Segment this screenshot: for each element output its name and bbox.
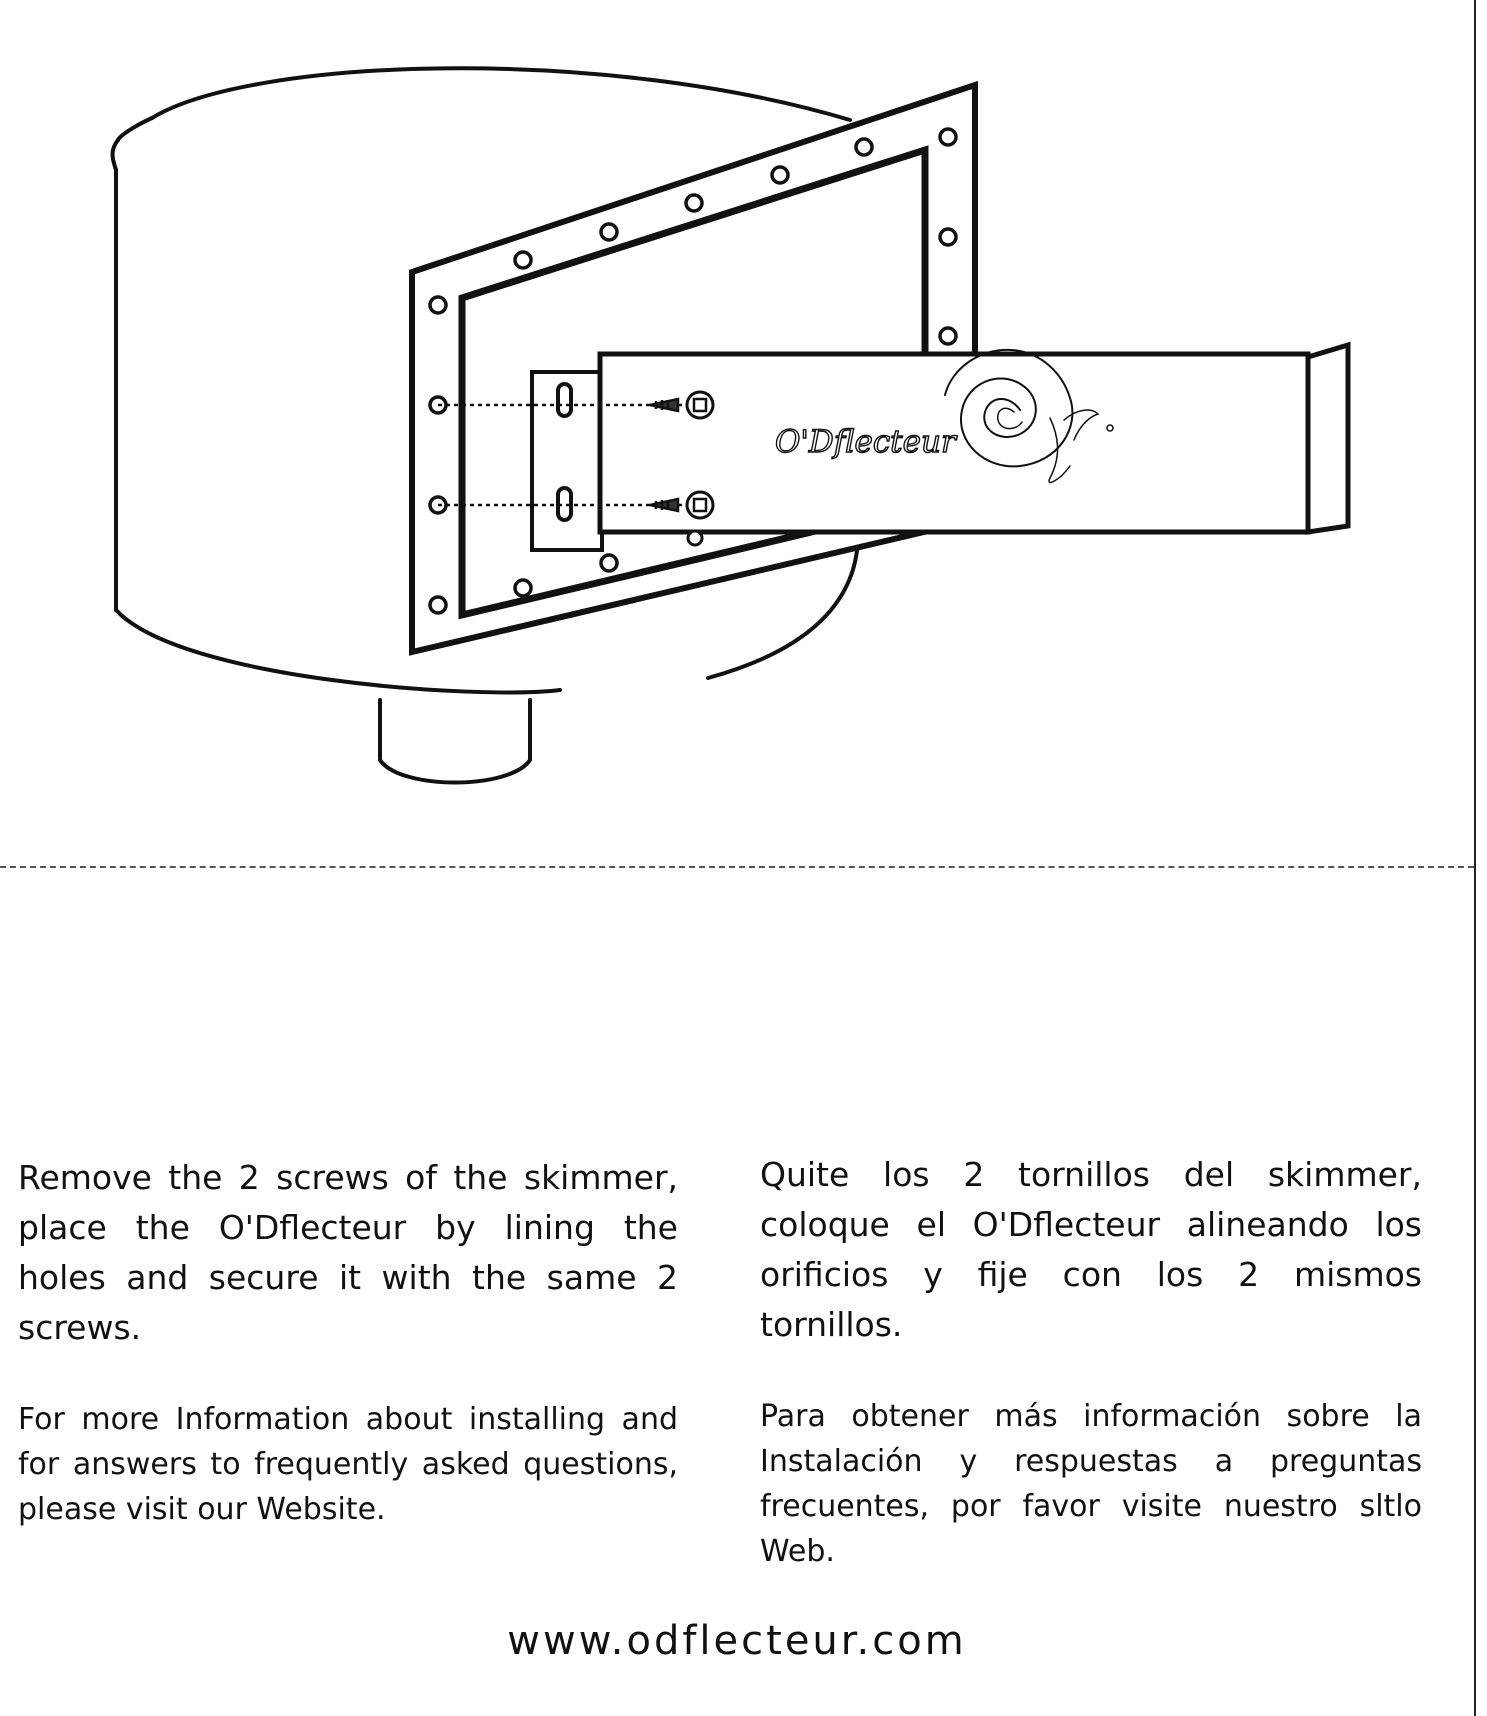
english-instructions: Remove the 2 screws of the skimmer, place the O'Dflecteur by lining the holes and secure it with the same 2 screws. <box>18 1158 678 1347</box>
english-more-info: For more Information about installing and for answers to frequently asked questions, please visit our Website. <box>18 1402 678 1527</box>
spanish-more-info: Para obtener más información sobre la Instalación y respuestas a preguntas frecuentes, por favor visite nuestro sltlo Web. <box>760 1399 1422 1569</box>
website-url: www.odflecteur.com <box>507 1618 967 1664</box>
spanish-instructions: Quite los 2 tornillos del skimmer, coloque el O'Dflecteur alineando los orificios y fije con los 2 mismos tornillos. <box>760 1155 1422 1344</box>
brand-logo-text: O'Dflecteur <box>775 424 956 460</box>
